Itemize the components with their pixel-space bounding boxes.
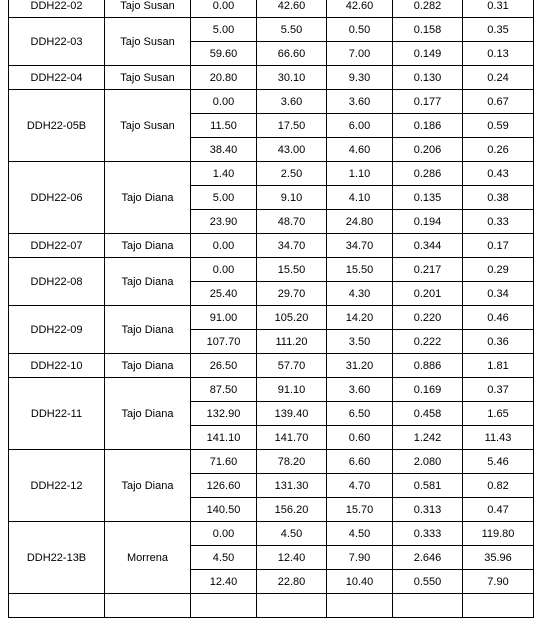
from-cell: 11.50 — [191, 114, 257, 138]
from-cell: 4.50 — [191, 546, 257, 570]
table-row — [9, 378, 534, 402]
value-a-cell: 1.242 — [393, 426, 463, 450]
value-b-cell: 0.31 — [463, 0, 534, 18]
hole-id-cell: DDH22-06 — [9, 162, 105, 234]
value-a-cell: 2.646 — [393, 546, 463, 570]
value-a-cell: 0.344 — [393, 234, 463, 258]
to-cell: 15.50 — [257, 258, 327, 282]
value-b-cell: 0.59 — [463, 114, 534, 138]
from-cell: 12.40 — [191, 570, 257, 594]
area-cell: Tajo Susan — [105, 18, 191, 66]
area-cell: Tajo Diana — [105, 162, 191, 234]
to-cell: 156.20 — [257, 498, 327, 522]
value-b-cell: 35.96 — [463, 546, 534, 570]
to-cell — [257, 594, 327, 618]
length-cell — [327, 594, 393, 618]
value-a-cell: 2.080 — [393, 450, 463, 474]
value-a-cell: 0.135 — [393, 186, 463, 210]
hole-id-cell: DDH22-11 — [9, 378, 105, 450]
length-cell: 0.60 — [327, 426, 393, 450]
value-a-cell: 0.186 — [393, 114, 463, 138]
value-a-cell: 0.206 — [393, 138, 463, 162]
from-cell: 26.50 — [191, 354, 257, 378]
to-cell: 17.50 — [257, 114, 327, 138]
value-a-cell — [393, 594, 463, 618]
from-cell: 0.00 — [191, 258, 257, 282]
value-b-cell: 0.36 — [463, 330, 534, 354]
table-row — [9, 450, 534, 474]
length-cell: 1.10 — [327, 162, 393, 186]
length-cell: 7.00 — [327, 42, 393, 66]
from-cell — [191, 594, 257, 618]
length-cell: 34.70 — [327, 234, 393, 258]
to-cell: 12.40 — [257, 546, 327, 570]
from-cell: 71.60 — [191, 450, 257, 474]
length-cell: 24.80 — [327, 210, 393, 234]
value-a-cell: 0.222 — [393, 330, 463, 354]
value-a-cell: 0.333 — [393, 522, 463, 546]
table-row — [9, 522, 534, 546]
length-cell: 15.70 — [327, 498, 393, 522]
value-a-cell: 0.149 — [393, 42, 463, 66]
area-cell: Tajo Diana — [105, 450, 191, 522]
to-cell: 9.10 — [257, 186, 327, 210]
table-row — [9, 162, 534, 186]
value-b-cell: 0.33 — [463, 210, 534, 234]
value-a-cell: 0.217 — [393, 258, 463, 282]
length-cell: 4.60 — [327, 138, 393, 162]
hole-id-cell: DDH22-03 — [9, 18, 105, 66]
area-cell: Tajo Diana — [105, 378, 191, 450]
hole-id-cell: DDH22-10 — [9, 354, 105, 378]
value-b-cell: 0.82 — [463, 474, 534, 498]
value-b-cell: 0.29 — [463, 258, 534, 282]
value-b-cell: 5.46 — [463, 450, 534, 474]
value-b-cell: 0.13 — [463, 42, 534, 66]
to-cell: 111.20 — [257, 330, 327, 354]
area-cell: Tajo Susan — [105, 66, 191, 90]
table-row — [9, 306, 534, 330]
from-cell: 5.00 — [191, 186, 257, 210]
value-b-cell: 0.46 — [463, 306, 534, 330]
table-row — [9, 18, 534, 42]
length-cell: 6.00 — [327, 114, 393, 138]
drill-results-table-container — [8, 0, 534, 618]
length-cell: 3.50 — [327, 330, 393, 354]
to-cell: 22.80 — [257, 570, 327, 594]
value-b-cell: 0.35 — [463, 18, 534, 42]
from-cell: 20.80 — [191, 66, 257, 90]
hole-id-cell: DDH22-09 — [9, 306, 105, 354]
table-body — [9, 0, 534, 618]
value-b-cell: 1.65 — [463, 402, 534, 426]
from-cell: 0.00 — [191, 522, 257, 546]
length-cell: 4.70 — [327, 474, 393, 498]
to-cell: 43.00 — [257, 138, 327, 162]
to-cell: 78.20 — [257, 450, 327, 474]
value-a-cell: 0.581 — [393, 474, 463, 498]
length-cell: 3.60 — [327, 90, 393, 114]
value-b-cell: 0.17 — [463, 234, 534, 258]
area-cell: Morrena — [105, 522, 191, 594]
hole-id-cell: DDH22-13B — [9, 522, 105, 594]
value-b-cell: 0.67 — [463, 90, 534, 114]
to-cell: 30.10 — [257, 66, 327, 90]
from-cell: 0.00 — [191, 90, 257, 114]
length-cell: 9.30 — [327, 66, 393, 90]
hole-id-cell: DDH22-05B — [9, 90, 105, 162]
length-cell: 4.10 — [327, 186, 393, 210]
value-a-cell: 0.282 — [393, 0, 463, 18]
value-b-cell: 0.37 — [463, 378, 534, 402]
to-cell: 2.50 — [257, 162, 327, 186]
to-cell: 57.70 — [257, 354, 327, 378]
hole-id-cell: DDH22-07 — [9, 234, 105, 258]
hole-id-cell: DDH22-08 — [9, 258, 105, 306]
table-row — [9, 594, 534, 618]
length-cell: 14.20 — [327, 306, 393, 330]
to-cell: 3.60 — [257, 90, 327, 114]
to-cell: 141.70 — [257, 426, 327, 450]
from-cell: 0.00 — [191, 234, 257, 258]
value-b-cell: 1.81 — [463, 354, 534, 378]
hole-id-cell — [9, 594, 105, 618]
to-cell: 48.70 — [257, 210, 327, 234]
length-cell: 15.50 — [327, 258, 393, 282]
to-cell: 4.50 — [257, 522, 327, 546]
value-b-cell: 119.80 — [463, 522, 534, 546]
to-cell: 42.60 — [257, 0, 327, 18]
from-cell: 126.60 — [191, 474, 257, 498]
value-a-cell: 0.177 — [393, 90, 463, 114]
value-b-cell: 11.43 — [463, 426, 534, 450]
length-cell: 0.50 — [327, 18, 393, 42]
length-cell: 42.60 — [327, 0, 393, 18]
value-a-cell: 0.458 — [393, 402, 463, 426]
value-a-cell: 0.313 — [393, 498, 463, 522]
from-cell: 59.60 — [191, 42, 257, 66]
value-b-cell: 0.43 — [463, 162, 534, 186]
value-b-cell: 0.34 — [463, 282, 534, 306]
to-cell: 91.10 — [257, 378, 327, 402]
value-b-cell: 0.47 — [463, 498, 534, 522]
from-cell: 25.40 — [191, 282, 257, 306]
value-a-cell: 0.286 — [393, 162, 463, 186]
to-cell: 66.60 — [257, 42, 327, 66]
hole-id-cell: DDH22-02 — [9, 0, 105, 18]
area-cell: Tajo Susan — [105, 90, 191, 162]
from-cell: 1.40 — [191, 162, 257, 186]
value-b-cell: 0.26 — [463, 138, 534, 162]
length-cell: 7.90 — [327, 546, 393, 570]
area-cell — [105, 594, 191, 618]
area-cell: Tajo Diana — [105, 354, 191, 378]
length-cell: 4.30 — [327, 282, 393, 306]
from-cell: 132.90 — [191, 402, 257, 426]
hole-id-cell: DDH22-04 — [9, 66, 105, 90]
from-cell: 5.00 — [191, 18, 257, 42]
value-b-cell: 0.38 — [463, 186, 534, 210]
to-cell: 131.30 — [257, 474, 327, 498]
value-a-cell: 0.886 — [393, 354, 463, 378]
hole-id-cell: DDH22-12 — [9, 450, 105, 522]
area-cell: Tajo Susan — [105, 0, 191, 18]
value-a-cell: 0.158 — [393, 18, 463, 42]
value-a-cell: 0.130 — [393, 66, 463, 90]
from-cell: 140.50 — [191, 498, 257, 522]
value-b-cell: 7.90 — [463, 570, 534, 594]
from-cell: 87.50 — [191, 378, 257, 402]
length-cell: 4.50 — [327, 522, 393, 546]
from-cell: 91.00 — [191, 306, 257, 330]
value-b-cell: 0.24 — [463, 66, 534, 90]
length-cell: 6.50 — [327, 402, 393, 426]
value-a-cell: 0.194 — [393, 210, 463, 234]
drill-results-table — [8, 0, 534, 618]
value-a-cell: 0.220 — [393, 306, 463, 330]
from-cell: 23.90 — [191, 210, 257, 234]
to-cell: 5.50 — [257, 18, 327, 42]
from-cell: 38.40 — [191, 138, 257, 162]
to-cell: 34.70 — [257, 234, 327, 258]
value-a-cell: 0.201 — [393, 282, 463, 306]
table-row — [9, 258, 534, 282]
area-cell: Tajo Diana — [105, 306, 191, 354]
table-row — [9, 90, 534, 114]
length-cell: 6.60 — [327, 450, 393, 474]
from-cell: 141.10 — [191, 426, 257, 450]
length-cell: 31.20 — [327, 354, 393, 378]
to-cell: 29.70 — [257, 282, 327, 306]
from-cell: 107.70 — [191, 330, 257, 354]
to-cell: 139.40 — [257, 402, 327, 426]
to-cell: 105.20 — [257, 306, 327, 330]
value-a-cell: 0.550 — [393, 570, 463, 594]
value-b-cell — [463, 594, 534, 618]
table-row — [9, 354, 534, 378]
from-cell: 0.00 — [191, 0, 257, 18]
table-row — [9, 66, 534, 90]
area-cell: Tajo Diana — [105, 234, 191, 258]
table-row — [9, 0, 534, 18]
length-cell: 10.40 — [327, 570, 393, 594]
area-cell: Tajo Diana — [105, 258, 191, 306]
length-cell: 3.60 — [327, 378, 393, 402]
table-row — [9, 234, 534, 258]
value-a-cell: 0.169 — [393, 378, 463, 402]
